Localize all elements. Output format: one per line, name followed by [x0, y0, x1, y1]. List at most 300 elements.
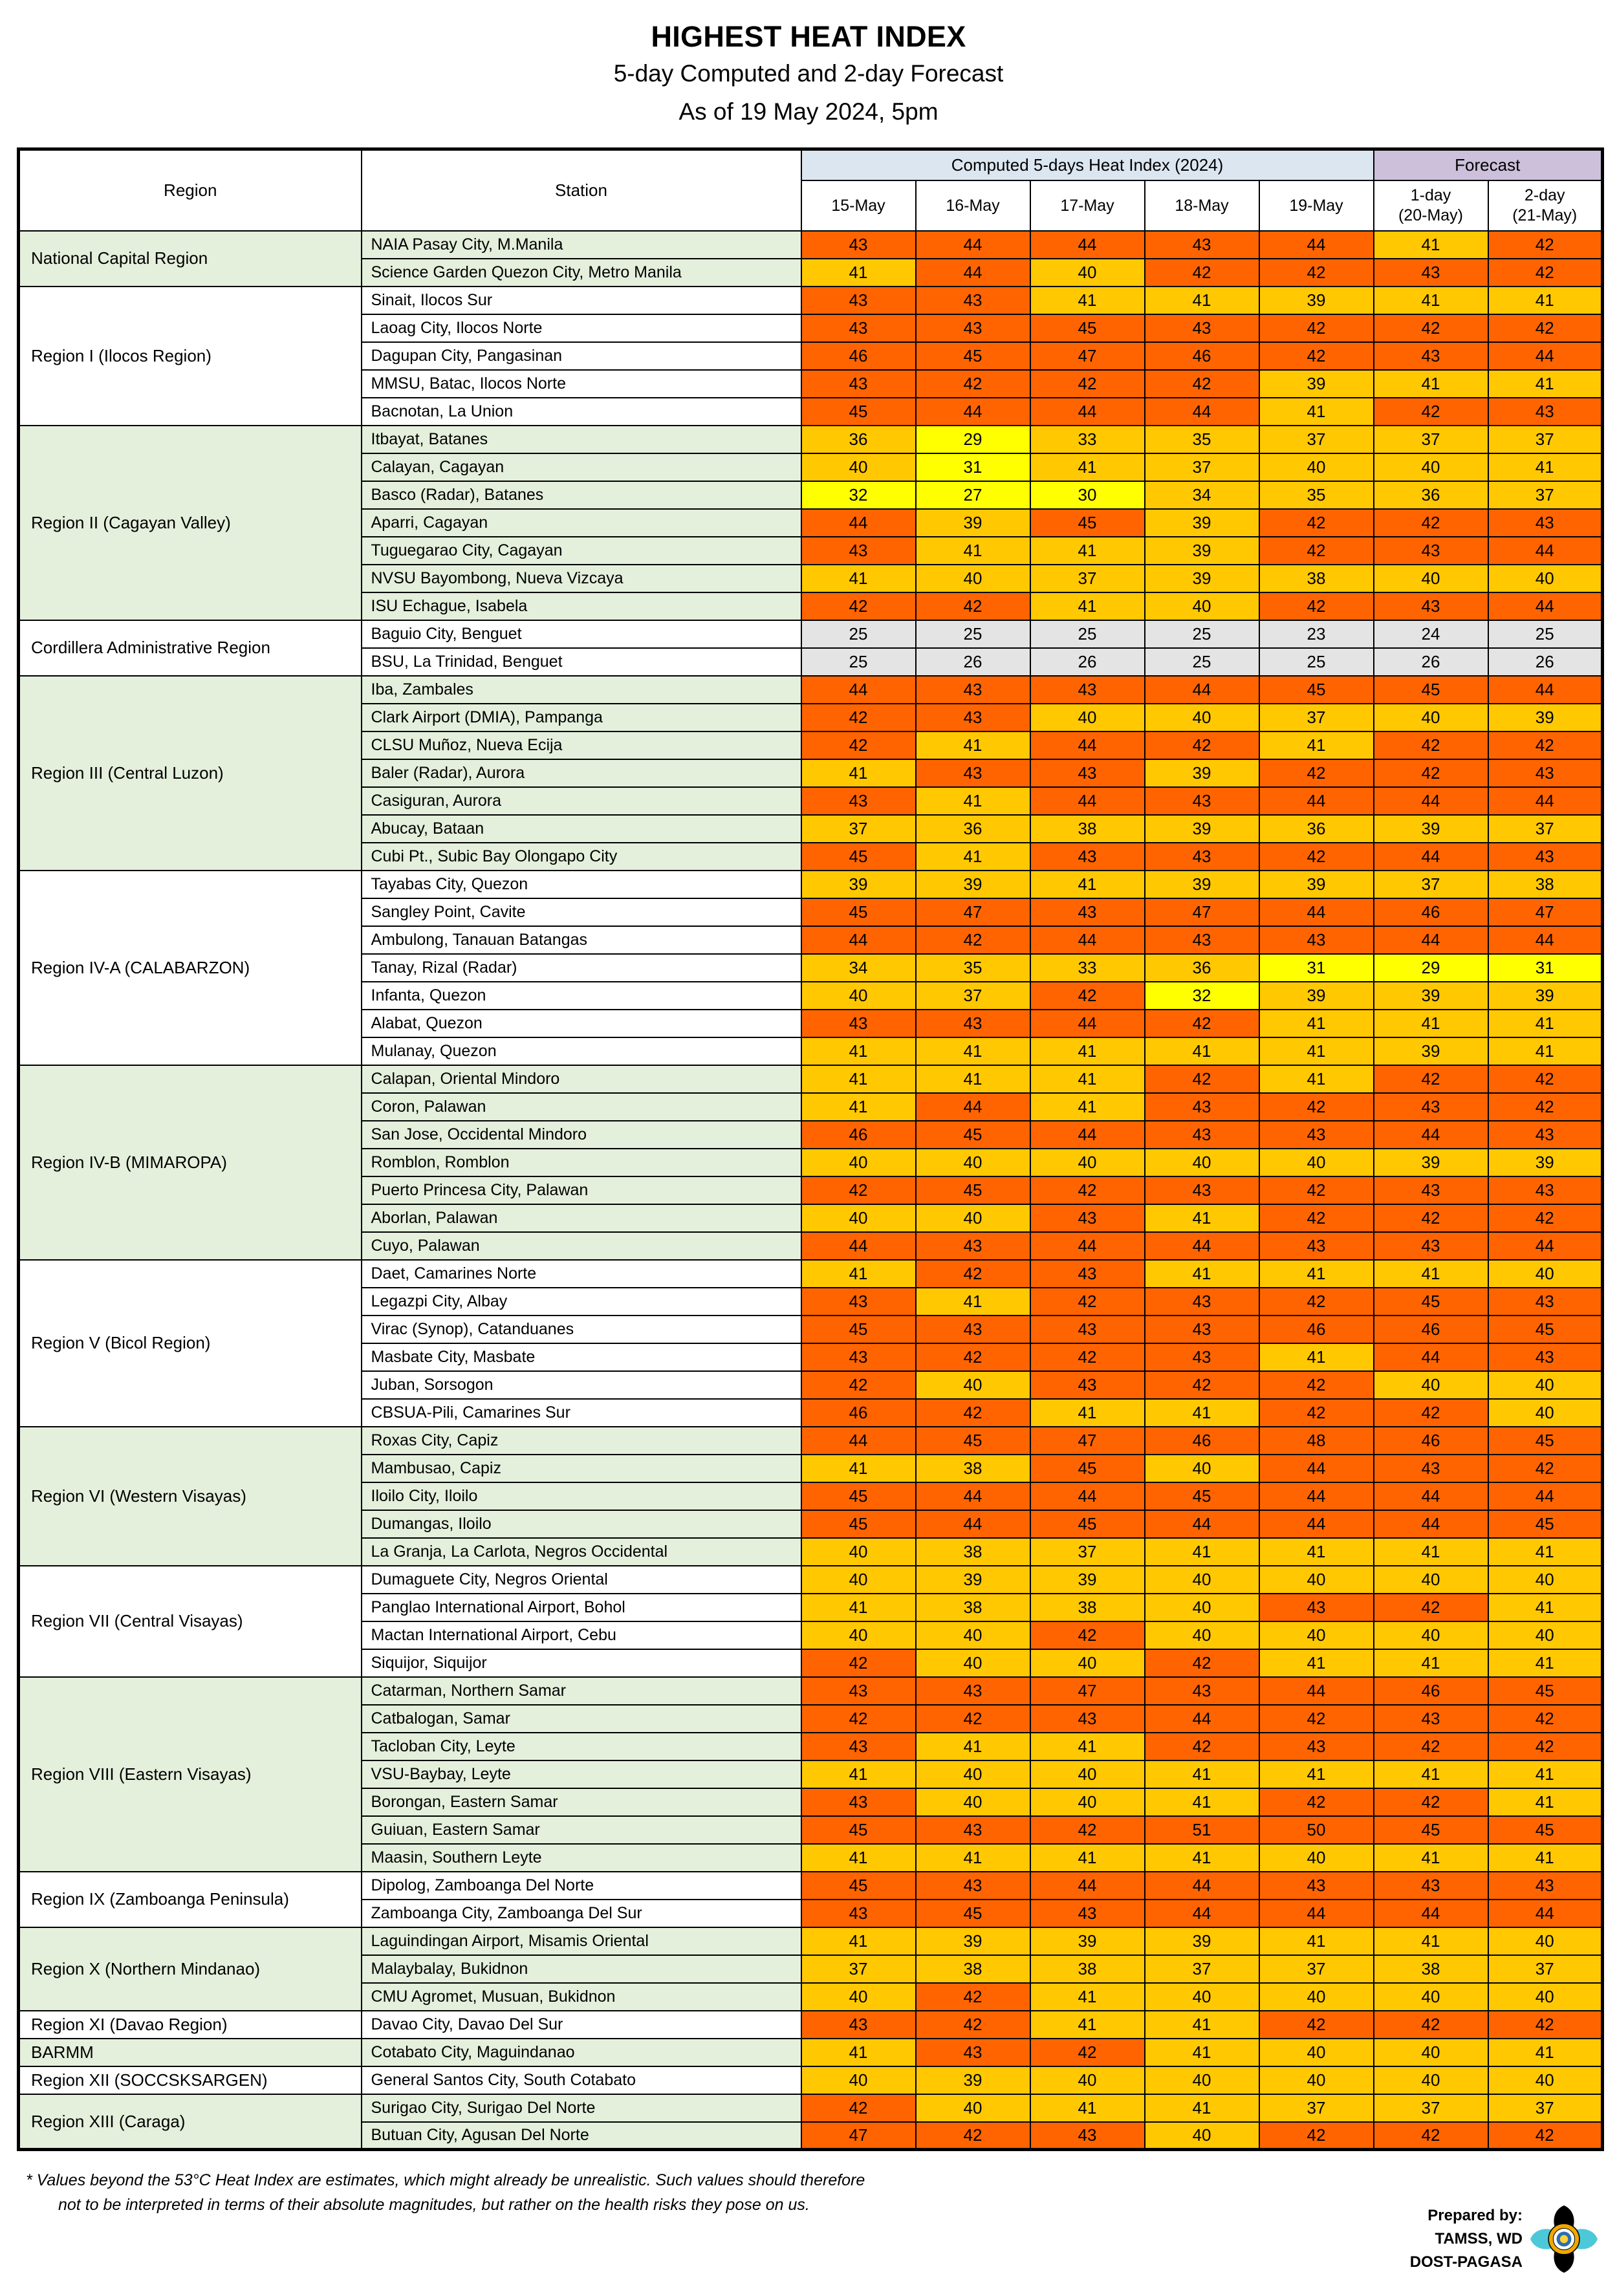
region-name-cell: BARMM	[19, 2039, 362, 2066]
heat-index-value-day-2: 43	[916, 1232, 1030, 1260]
heat-index-value-day-5: 43	[1259, 926, 1374, 954]
heat-index-value-day-2: 39	[916, 1927, 1030, 1955]
station-name-cell: Puerto Princesa City, Palawan	[362, 1176, 801, 1204]
heat-index-value-day-2: 36	[916, 815, 1030, 843]
heat-index-value-day-4: 43	[1145, 1677, 1259, 1705]
station-name-cell: Siquijor, Siquijor	[362, 1649, 801, 1677]
heat-index-value-day-5: 42	[1259, 342, 1374, 370]
heat-index-value-day-1: 45	[801, 1510, 916, 1538]
heat-index-forecast-day-1: 43	[1374, 1232, 1488, 1260]
heat-index-value-day-4: 25	[1145, 648, 1259, 676]
heat-index-forecast-day-2: 43	[1488, 1288, 1603, 1316]
heat-index-forecast-day-1: 46	[1374, 1316, 1488, 1343]
heat-index-forecast-day-2: 41	[1488, 1594, 1603, 1621]
station-name-cell: Malaybalay, Bukidnon	[362, 1955, 801, 1983]
heat-index-forecast-day-2: 41	[1488, 1649, 1603, 1677]
heat-index-value-day-3: 25	[1030, 620, 1145, 648]
heat-index-forecast-day-2: 43	[1488, 1176, 1603, 1204]
heat-index-forecast-day-2: 31	[1488, 954, 1603, 982]
heat-index-value-day-3: 44	[1030, 231, 1145, 259]
heat-index-forecast-day-2: 47	[1488, 898, 1603, 926]
heat-index-value-day-3: 41	[1030, 592, 1145, 620]
heat-index-value-day-2: 41	[916, 787, 1030, 815]
heat-index-value-day-1: 37	[801, 1955, 916, 1983]
heat-index-value-day-2: 35	[916, 954, 1030, 982]
heat-index-value-day-1: 43	[801, 1788, 916, 1816]
heat-index-value-day-3: 45	[1030, 1455, 1145, 1482]
heat-index-value-day-1: 44	[801, 926, 916, 954]
heat-index-value-day-1: 42	[801, 1371, 916, 1399]
heat-index-forecast-day-2: 41	[1488, 1538, 1603, 1566]
heat-index-value-day-4: 42	[1145, 1733, 1259, 1760]
table-body	[19, 231, 1603, 2150]
heat-index-value-day-2: 25	[916, 620, 1030, 648]
heat-index-value-day-2: 42	[916, 1343, 1030, 1371]
heat-index-value-day-5: 46	[1259, 1316, 1374, 1343]
heat-index-value-day-3: 44	[1030, 926, 1145, 954]
heat-index-value-day-3: 41	[1030, 1983, 1145, 2011]
heat-index-value-day-5: 40	[1259, 453, 1374, 481]
heat-index-forecast-day-2: 37	[1488, 1955, 1603, 1983]
heat-index-value-day-2: 27	[916, 481, 1030, 509]
page-title: HIGHEST HEAT INDEX	[651, 20, 966, 53]
table-row	[19, 620, 1603, 648]
station-name-cell: Masbate City, Masbate	[362, 1343, 801, 1371]
station-name-cell: Itbayat, Batanes	[362, 426, 801, 453]
heat-index-forecast-day-2: 40	[1488, 1399, 1603, 1427]
station-name-cell: Roxas City, Capiz	[362, 1427, 801, 1455]
heat-index-forecast-day-2: 45	[1488, 1677, 1603, 1705]
heat-index-value-day-1: 45	[801, 843, 916, 871]
heat-index-value-day-5: 39	[1259, 370, 1374, 398]
heat-index-forecast-day-2: 42	[1488, 231, 1603, 259]
heat-index-value-day-4: 43	[1145, 1093, 1259, 1121]
heat-index-value-day-3: 33	[1030, 426, 1145, 453]
station-name-cell: Casiguran, Aurora	[362, 787, 801, 815]
heat-index-value-day-4: 40	[1145, 1566, 1259, 1594]
heat-index-forecast-day-2: 41	[1488, 370, 1603, 398]
station-name-cell: Sangley Point, Cavite	[362, 898, 801, 926]
heat-index-value-day-1: 40	[801, 1149, 916, 1176]
heat-index-forecast-day-2: 43	[1488, 509, 1603, 537]
heat-index-value-day-4: 44	[1145, 398, 1259, 426]
heat-index-value-day-5: 31	[1259, 954, 1374, 982]
heat-index-value-day-2: 44	[916, 1093, 1030, 1121]
heat-index-value-day-2: 44	[916, 231, 1030, 259]
heat-index-forecast-day-1: 43	[1374, 1872, 1488, 1900]
heat-index-forecast-day-2: 42	[1488, 1204, 1603, 1232]
heat-index-forecast-day-1: 41	[1374, 1927, 1488, 1955]
heat-index-forecast-day-1: 40	[1374, 565, 1488, 592]
heat-index-forecast-day-1: 37	[1374, 2094, 1488, 2122]
heat-index-value-day-4: 40	[1145, 592, 1259, 620]
station-name-cell: NAIA Pasay City, M.Manila	[362, 231, 801, 259]
heat-index-value-day-2: 39	[916, 1566, 1030, 1594]
heat-index-value-day-1: 41	[801, 1844, 916, 1872]
heat-index-value-day-4: 41	[1145, 2011, 1259, 2039]
heat-index-value-day-5: 42	[1259, 1176, 1374, 1204]
heat-index-value-day-2: 44	[916, 1510, 1030, 1538]
heat-index-value-day-3: 40	[1030, 1649, 1145, 1677]
heat-index-forecast-day-1: 40	[1374, 453, 1488, 481]
heat-index-value-day-1: 44	[801, 1232, 916, 1260]
heat-index-forecast-day-2: 44	[1488, 676, 1603, 704]
region-name-cell: Region I (Ilocos Region)	[19, 287, 362, 426]
heat-index-forecast-day-2: 38	[1488, 871, 1603, 898]
heat-index-forecast-day-1: 40	[1374, 1371, 1488, 1399]
heat-index-value-day-4: 43	[1145, 1316, 1259, 1343]
heat-index-value-day-1: 41	[801, 1037, 916, 1065]
heat-index-forecast-day-2: 42	[1488, 731, 1603, 759]
heat-index-value-day-4: 43	[1145, 314, 1259, 342]
region-name-cell: Region IX (Zamboanga Peninsula)	[19, 1872, 362, 1927]
heat-index-value-day-2: 42	[916, 926, 1030, 954]
heat-index-forecast-day-1: 40	[1374, 1621, 1488, 1649]
heat-index-value-day-3: 41	[1030, 453, 1145, 481]
heat-index-value-day-2: 40	[916, 2094, 1030, 2122]
heat-index-forecast-day-2: 41	[1488, 1010, 1603, 1037]
heat-index-value-day-3: 40	[1030, 259, 1145, 287]
heat-index-value-day-1: 41	[801, 1065, 916, 1093]
heat-index-value-day-3: 40	[1030, 1760, 1145, 1788]
heat-index-value-day-5: 43	[1259, 1733, 1374, 1760]
heat-index-value-day-5: 44	[1259, 1482, 1374, 1510]
station-name-cell: Coron, Palawan	[362, 1093, 801, 1121]
heat-index-value-day-5: 42	[1259, 537, 1374, 565]
region-name-cell: Region III (Central Luzon)	[19, 676, 362, 871]
heat-index-forecast-day-1: 44	[1374, 1510, 1488, 1538]
heat-index-value-day-2: 45	[916, 1176, 1030, 1204]
heat-index-value-day-4: 43	[1145, 787, 1259, 815]
station-name-cell: NVSU Bayombong, Nueva Vizcaya	[362, 565, 801, 592]
table-row	[19, 2039, 1603, 2066]
heat-index-value-day-2: 43	[916, 1816, 1030, 1844]
heat-index-value-day-1: 43	[801, 1900, 916, 1927]
heat-index-value-day-3: 43	[1030, 1260, 1145, 1288]
heat-index-value-day-2: 37	[916, 982, 1030, 1010]
heat-index-value-day-3: 42	[1030, 1343, 1145, 1371]
heat-index-forecast-day-2: 44	[1488, 1232, 1603, 1260]
heat-index-value-day-3: 43	[1030, 676, 1145, 704]
heat-index-value-day-2: 40	[916, 1204, 1030, 1232]
heat-index-forecast-day-2: 42	[1488, 1065, 1603, 1093]
station-name-cell: Clark Airport (DMIA), Pampanga	[362, 704, 801, 731]
heat-index-value-day-4: 37	[1145, 453, 1259, 481]
heat-index-value-day-2: 43	[916, 314, 1030, 342]
heat-index-value-day-4: 39	[1145, 565, 1259, 592]
heat-index-value-day-5: 40	[1259, 1566, 1374, 1594]
heat-index-forecast-day-2: 45	[1488, 1510, 1603, 1538]
station-name-cell: Daet, Camarines Norte	[362, 1260, 801, 1288]
heat-index-value-day-2: 43	[916, 2039, 1030, 2066]
heat-index-value-day-5: 44	[1259, 898, 1374, 926]
heat-index-value-day-3: 41	[1030, 2094, 1145, 2122]
heat-index-value-day-1: 45	[801, 1316, 916, 1343]
column-header-region: Region	[19, 149, 362, 231]
heat-index-forecast-day-1: 39	[1374, 815, 1488, 843]
heat-index-value-day-1: 41	[801, 1760, 916, 1788]
heat-index-forecast-day-2: 44	[1488, 537, 1603, 565]
heat-index-value-day-2: 41	[916, 1844, 1030, 1872]
station-name-cell: Romblon, Romblon	[362, 1149, 801, 1176]
heat-index-forecast-day-1: 45	[1374, 1288, 1488, 1316]
heat-index-forecast-day-2: 44	[1488, 592, 1603, 620]
heat-index-value-day-2: 47	[916, 898, 1030, 926]
heat-index-forecast-day-2: 25	[1488, 620, 1603, 648]
heat-index-value-day-3: 44	[1030, 1121, 1145, 1149]
station-name-cell: Dumangas, Iloilo	[362, 1510, 801, 1538]
heat-index-value-day-3: 47	[1030, 342, 1145, 370]
region-name-cell: Region VII (Central Visayas)	[19, 1566, 362, 1677]
heat-index-forecast-day-1: 45	[1374, 1816, 1488, 1844]
heat-index-value-day-5: 37	[1259, 1955, 1374, 1983]
station-name-cell: Mulanay, Quezon	[362, 1037, 801, 1065]
heat-index-forecast-day-2: 40	[1488, 1260, 1603, 1288]
heat-index-forecast-day-1: 26	[1374, 648, 1488, 676]
heat-index-value-day-3: 39	[1030, 1927, 1145, 1955]
heat-index-value-day-2: 40	[916, 1621, 1030, 1649]
station-name-cell: Butuan City, Agusan Del Norte	[362, 2122, 801, 2150]
heat-index-forecast-day-1: 42	[1374, 314, 1488, 342]
heat-index-value-day-2: 43	[916, 1010, 1030, 1037]
heat-index-forecast-day-2: 37	[1488, 481, 1603, 509]
heat-index-value-day-4: 40	[1145, 1455, 1259, 1482]
heat-index-value-day-2: 40	[916, 1788, 1030, 1816]
heat-index-value-day-1: 41	[801, 259, 916, 287]
heat-index-value-day-1: 41	[801, 1455, 916, 1482]
station-name-cell: San Jose, Occidental Mindoro	[362, 1121, 801, 1149]
heat-index-value-day-3: 41	[1030, 1037, 1145, 1065]
region-name-cell: Region XIII (Caraga)	[19, 2094, 362, 2150]
heat-index-value-day-3: 41	[1030, 871, 1145, 898]
heat-index-value-day-5: 42	[1259, 1399, 1374, 1427]
heat-index-value-day-4: 42	[1145, 731, 1259, 759]
heat-index-value-day-5: 35	[1259, 481, 1374, 509]
heat-index-value-day-3: 44	[1030, 1482, 1145, 1510]
heat-index-value-day-5: 39	[1259, 287, 1374, 314]
heat-index-value-day-3: 41	[1030, 1733, 1145, 1760]
heat-index-value-day-5: 42	[1259, 1788, 1374, 1816]
heat-index-forecast-day-2: 43	[1488, 1343, 1603, 1371]
heat-index-forecast-day-2: 40	[1488, 1983, 1603, 2011]
heat-index-value-day-5: 41	[1259, 398, 1374, 426]
station-name-cell: Aparri, Cagayan	[362, 509, 801, 537]
station-name-cell: Cotabato City, Maguindanao	[362, 2039, 801, 2066]
heat-index-value-day-4: 43	[1145, 1288, 1259, 1316]
heat-index-forecast-day-2: 44	[1488, 342, 1603, 370]
heat-index-forecast-day-2: 40	[1488, 1927, 1603, 1955]
heat-index-value-day-3: 42	[1030, 982, 1145, 1010]
station-name-cell: Catarman, Northern Samar	[362, 1677, 801, 1705]
table-row	[19, 1260, 1603, 1288]
heat-index-value-day-5: 42	[1259, 2122, 1374, 2150]
heat-index-value-day-4: 41	[1145, 2039, 1259, 2066]
heat-index-forecast-day-2: 41	[1488, 453, 1603, 481]
station-name-cell: Sinait, Ilocos Sur	[362, 287, 801, 314]
heat-index-value-day-1: 43	[801, 537, 916, 565]
heat-index-value-day-5: 42	[1259, 1093, 1374, 1121]
heat-index-value-day-5: 37	[1259, 426, 1374, 453]
heat-index-value-day-1: 46	[801, 1121, 916, 1149]
table-row	[19, 1427, 1603, 1455]
heat-index-value-day-5: 40	[1259, 1149, 1374, 1176]
heat-index-value-day-2: 42	[916, 2122, 1030, 2150]
heat-index-value-day-4: 41	[1145, 1844, 1259, 1872]
heat-index-value-day-3: 44	[1030, 1232, 1145, 1260]
heat-index-forecast-day-1: 41	[1374, 1649, 1488, 1677]
station-name-cell: MMSU, Batac, Ilocos Norte	[362, 370, 801, 398]
heat-index-value-day-1: 43	[801, 2011, 916, 2039]
column-header-day-4: 18-May	[1145, 180, 1259, 231]
heat-index-forecast-day-2: 44	[1488, 1482, 1603, 1510]
group-header-forecast: Forecast	[1374, 149, 1603, 180]
heat-index-forecast-day-1: 40	[1374, 2039, 1488, 2066]
heat-index-value-day-5: 43	[1259, 1121, 1374, 1149]
heat-index-value-day-3: 37	[1030, 1538, 1145, 1566]
heat-index-value-day-2: 43	[916, 1316, 1030, 1343]
heat-index-forecast-day-1: 46	[1374, 898, 1488, 926]
heat-index-value-day-5: 41	[1259, 1037, 1374, 1065]
region-name-cell: Region XII (SOCCSKSARGEN)	[19, 2066, 362, 2094]
prepared-by-text	[1410, 2204, 1523, 2274]
heat-index-value-day-1: 43	[801, 1288, 916, 1316]
heat-index-value-day-3: 38	[1030, 1955, 1145, 1983]
heat-index-value-day-4: 46	[1145, 1427, 1259, 1455]
heat-index-forecast-day-1: 41	[1374, 231, 1488, 259]
heat-index-value-day-4: 42	[1145, 259, 1259, 287]
heat-index-value-day-3: 44	[1030, 398, 1145, 426]
heat-index-value-day-2: 43	[916, 704, 1030, 731]
heat-index-forecast-day-2: 39	[1488, 982, 1603, 1010]
prepared-by-label: Prepared by:	[1427, 2207, 1523, 2224]
region-name-cell: Region V (Bicol Region)	[19, 1260, 362, 1427]
heat-index-forecast-day-1: 41	[1374, 1760, 1488, 1788]
heat-index-value-day-5: 44	[1259, 1510, 1374, 1538]
heat-index-value-day-5: 37	[1259, 704, 1374, 731]
heat-index-value-day-4: 39	[1145, 537, 1259, 565]
heat-index-forecast-day-2: 41	[1488, 1788, 1603, 1816]
heat-index-forecast-day-1: 42	[1374, 2122, 1488, 2150]
heat-index-forecast-day-2: 45	[1488, 1427, 1603, 1455]
heat-index-value-day-1: 45	[801, 1816, 916, 1844]
station-name-cell: Tuguegarao City, Cagayan	[362, 537, 801, 565]
heat-index-value-day-5: 42	[1259, 1371, 1374, 1399]
station-name-cell: La Granja, La Carlota, Negros Occidental	[362, 1538, 801, 1566]
title-block	[17, 0, 1600, 127]
heat-index-value-day-1: 45	[801, 398, 916, 426]
heat-index-value-day-1: 42	[801, 592, 916, 620]
table-row	[19, 426, 1603, 453]
heat-index-value-day-2: 29	[916, 426, 1030, 453]
heat-index-value-day-5: 41	[1259, 1260, 1374, 1288]
heat-index-value-day-1: 36	[801, 426, 916, 453]
heat-index-value-day-3: 42	[1030, 1816, 1145, 1844]
heat-index-value-day-4: 36	[1145, 954, 1259, 982]
heat-index-value-day-2: 26	[916, 648, 1030, 676]
heat-index-value-day-5: 42	[1259, 759, 1374, 787]
heat-index-value-day-5: 36	[1259, 815, 1374, 843]
heat-index-value-day-5: 40	[1259, 1983, 1374, 2011]
heat-index-forecast-day-1: 41	[1374, 1010, 1488, 1037]
heat-index-value-day-2: 44	[916, 259, 1030, 287]
heat-index-value-day-1: 44	[801, 1427, 916, 1455]
station-name-cell: Calayan, Cagayan	[362, 453, 801, 481]
heat-index-value-day-5: 44	[1259, 1677, 1374, 1705]
heat-index-value-day-1: 40	[801, 1204, 916, 1232]
heat-index-value-day-4: 40	[1145, 1149, 1259, 1176]
heat-index-forecast-day-2: 43	[1488, 843, 1603, 871]
page-subtitle: 5-day Computed and 2-day Forecast	[613, 60, 1004, 87]
heat-index-value-day-1: 40	[801, 1538, 916, 1566]
heat-index-value-day-2: 38	[916, 1455, 1030, 1482]
footnote-line-2: not to be interpreted in terms of their absolute magnitudes, but rather on the health risks they pose on us.	[58, 2196, 810, 2215]
heat-index-value-day-5: 39	[1259, 871, 1374, 898]
region-name-cell: Region II (Cagayan Valley)	[19, 426, 362, 620]
heat-index-value-day-5: 42	[1259, 1288, 1374, 1316]
heat-index-forecast-day-1: 39	[1374, 1149, 1488, 1176]
heat-index-value-day-2: 43	[916, 1872, 1030, 1900]
heat-index-value-day-1: 46	[801, 1399, 916, 1427]
station-name-cell: Guiuan, Eastern Samar	[362, 1816, 801, 1844]
heat-index-value-day-2: 38	[916, 1594, 1030, 1621]
heat-index-value-day-3: 30	[1030, 481, 1145, 509]
heat-index-value-day-4: 42	[1145, 1010, 1259, 1037]
heat-index-value-day-4: 39	[1145, 871, 1259, 898]
heat-index-value-day-5: 44	[1259, 1900, 1374, 1927]
heat-index-value-day-2: 45	[916, 342, 1030, 370]
heat-index-value-day-3: 41	[1030, 287, 1145, 314]
heat-index-forecast-day-2: 26	[1488, 648, 1603, 676]
heat-index-forecast-day-2: 37	[1488, 426, 1603, 453]
heat-index-forecast-day-1: 42	[1374, 731, 1488, 759]
heat-index-value-day-3: 42	[1030, 2039, 1145, 2066]
station-name-cell: Basco (Radar), Batanes	[362, 481, 801, 509]
heat-index-value-day-5: 48	[1259, 1427, 1374, 1455]
heat-index-value-day-2: 42	[916, 1260, 1030, 1288]
heat-index-value-day-2: 43	[916, 287, 1030, 314]
heat-index-value-day-4: 41	[1145, 1538, 1259, 1566]
heat-index-value-day-1: 43	[801, 1677, 916, 1705]
heat-index-value-day-1: 43	[801, 1733, 916, 1760]
heat-index-forecast-day-2: 42	[1488, 1093, 1603, 1121]
heat-index-forecast-day-1: 44	[1374, 1482, 1488, 1510]
column-header-day-1: 15-May	[801, 180, 916, 231]
heat-index-forecast-day-1: 44	[1374, 1343, 1488, 1371]
group-header-computed: Computed 5-days Heat Index (2024)	[801, 149, 1374, 180]
heat-index-forecast-day-2: 42	[1488, 2122, 1603, 2150]
table-row	[19, 1677, 1603, 1705]
heat-index-forecast-day-1: 40	[1374, 704, 1488, 731]
heat-index-value-day-4: 41	[1145, 287, 1259, 314]
heat-index-value-day-1: 43	[801, 370, 916, 398]
heat-index-value-day-5: 41	[1259, 1010, 1374, 1037]
heat-index-value-day-3: 45	[1030, 1510, 1145, 1538]
heat-index-forecast-day-2: 42	[1488, 1455, 1603, 1482]
station-name-cell: Laguindingan Airport, Misamis Oriental	[362, 1927, 801, 1955]
station-name-cell: Baguio City, Benguet	[362, 620, 801, 648]
heat-index-value-day-4: 40	[1145, 704, 1259, 731]
heat-index-forecast-day-2: 37	[1488, 2094, 1603, 2122]
heat-index-value-day-3: 43	[1030, 1316, 1145, 1343]
heat-index-value-day-3: 40	[1030, 1788, 1145, 1816]
heat-index-forecast-day-1: 37	[1374, 426, 1488, 453]
heat-index-value-day-1: 45	[801, 1872, 916, 1900]
table-row	[19, 871, 1603, 898]
heat-index-value-day-4: 44	[1145, 1872, 1259, 1900]
heat-index-forecast-day-2: 42	[1488, 1733, 1603, 1760]
table-row	[19, 1065, 1603, 1093]
heat-index-value-day-3: 43	[1030, 2122, 1145, 2150]
